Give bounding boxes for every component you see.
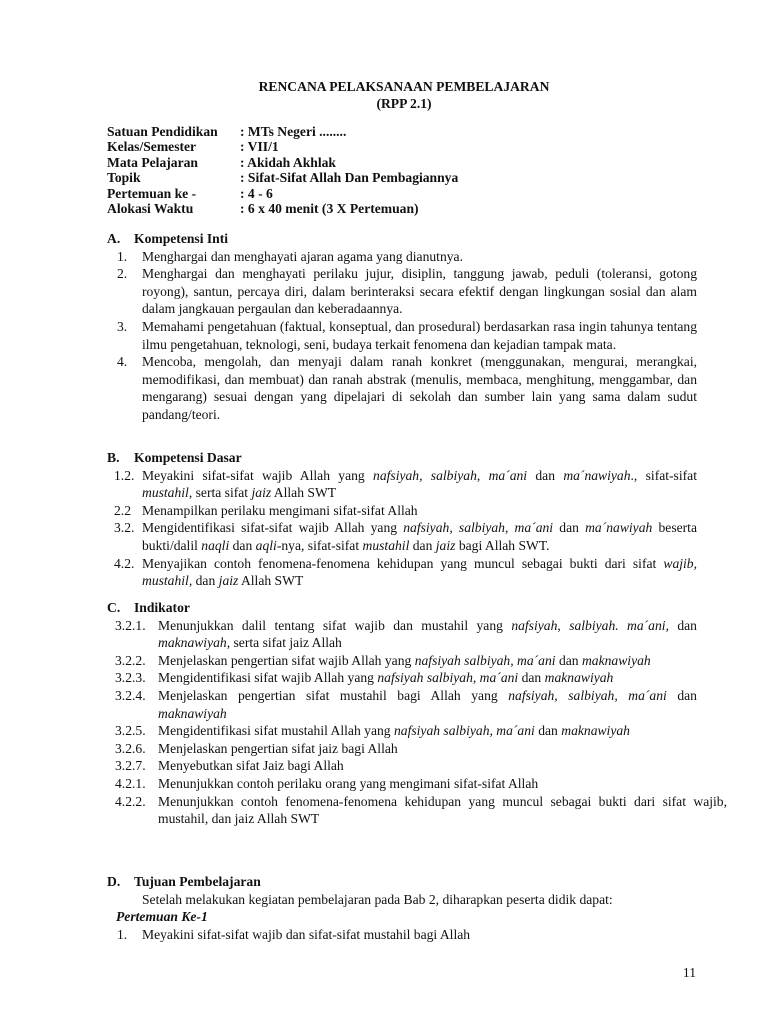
meta-row (107, 201, 458, 216)
item-number: 3.2. (114, 520, 135, 536)
item-text: Meyakini sifat-sifat wajib dan sifat-sifat mustahil bagi Allah (142, 926, 471, 942)
item-number: 3.2.7. (115, 758, 146, 774)
item-number: 4.2.2. (115, 793, 146, 809)
section-heading (107, 230, 697, 248)
list-item (107, 353, 697, 423)
meta-row (107, 170, 458, 185)
item-number: 3. (117, 318, 128, 334)
item-text: Menyajikan contoh fenomena-fenomena kehidupan yang muncul sebagai bukti dari sifat wajib, mustahil, dan jaiz Allah SWT (142, 555, 697, 589)
list-item (107, 740, 697, 758)
list-item (107, 757, 697, 775)
list-item (107, 793, 727, 828)
list-item (107, 926, 697, 944)
item-text: Menampilkan perilaku mengimani sifat-sifat Allah (142, 502, 418, 518)
item-number: 4.2.1. (115, 775, 146, 791)
item-number: 3.2.1. (115, 617, 146, 633)
list-item (107, 467, 697, 502)
item-text: Menjelaskan pengertian sifat mustahil bagi Allah yang nafsiyah, salbiyah, ma´ani dan maknawiyah (158, 687, 697, 721)
section-indikator (107, 599, 727, 828)
item-text: Mengidentifikasi sifat mustahil Allah yang nafsiyah salbiyah, ma´ani dan maknawiyah (158, 723, 630, 739)
meta-value: : 6 x 40 menit (3 X Pertemuan) (240, 200, 419, 216)
section-letter: A. (107, 231, 121, 246)
meta-row (107, 186, 458, 201)
meta-row (107, 124, 458, 139)
meta-label: Mata Pelajaran (107, 154, 198, 170)
meeting-subheading: Pertemuan Ke-1 (116, 909, 208, 925)
section-tujuan-pembelajaran (107, 873, 697, 943)
list-item (107, 687, 697, 722)
item-number: 1. (117, 248, 128, 264)
item-text: Menunjukkan contoh perilaku orang yang mengimani sifat-sifat Allah (158, 775, 539, 791)
item-number: 3.2.2. (115, 652, 146, 668)
list-item (107, 775, 697, 793)
list-item (107, 265, 697, 318)
item-text: Mengidentifikasi sifat-sifat wajib Allah yang nafsiyah, salbiyah, ma´ani dan ma´nawiyah beserta bukti/dalil naqli dan aqli-nya, sifat-sifat mustahil dan jaiz bagi Allah SWT. (142, 520, 697, 553)
item-text: Menghargai dan menghayati perilaku jujur, disiplin, tanggung jawab, peduli (toleransi, gotong royong), santun, percaya diri, dalam berinteraksi secara efektif dengan lingkungan sosial dan alam dalam jangkauan pergaulan dan keberadaannya. (142, 266, 697, 317)
section-intro: Setelah melakukan kegiatan pembelajaran pada Bab 2, diharapkan peserta didik dapat: (142, 891, 613, 907)
identity-block (107, 124, 458, 216)
list-item (107, 669, 697, 687)
list-item (107, 248, 697, 266)
item-text: Meyakini sifat-sifat wajib Allah yang nafsiyah, salbiyah, ma´ani dan ma´nawiyah., sifat-sifat mustahil, serta sifat jaiz Allah SWT (142, 467, 697, 501)
item-number: 3.2.3. (115, 670, 146, 686)
meta-label: Kelas/Semester (107, 139, 197, 155)
item-text: Menunjukkan contoh fenomena-fenomena kehidupan yang muncul sebagai bukti dari sifat wajib, mustahil, dan jaiz Allah SWT (158, 793, 727, 827)
page-number: 11 (682, 965, 696, 980)
meta-row (107, 139, 458, 154)
document-title: RENCANA PELAKSANAAN PEMBELAJARAN (258, 79, 550, 94)
list-item (107, 555, 697, 590)
item-text: Menunjukkan dalil tentang sifat wajib dan mustahil yang nafsiyah, salbiyah. ma´ani, dan maknawiyah, serta sifat jaiz Allah (158, 617, 697, 651)
item-text: Menjelaskan pengertian sifat wajib Allah yang nafsiyah salbiyah, ma´ani dan maknawiyah (158, 652, 651, 668)
item-number: 3.2.5. (115, 723, 146, 739)
section-heading (107, 873, 697, 891)
section-title: Indikator (134, 600, 190, 615)
section-title: Kompetensi Inti (134, 231, 229, 246)
item-text: Menghargai dan menghayati ajaran agama yang dianutnya. (142, 248, 463, 264)
list-item (107, 652, 697, 670)
list-item (107, 722, 697, 740)
section-heading (107, 599, 697, 617)
section-letter: D. (107, 874, 121, 889)
list-item (107, 502, 697, 520)
item-text: Memahami pengetahuan (faktual, konseptual, dan prosedural) berdasarkan rasa ingin tahunya tentang ilmu pengetahuan, teknologi, seni, budaya terkait fenomena dan kejadian tampak mata. (142, 318, 697, 352)
item-number: 4. (117, 354, 128, 370)
document-subtitle: (RPP 2.1) (376, 96, 432, 111)
section-letter: C. (107, 600, 121, 615)
section-kompetensi-inti (107, 230, 697, 424)
meta-value: : MTs Negeri ........ (240, 124, 347, 139)
meta-value: : Akidah Akhlak (240, 154, 336, 170)
meta-value: : 4 - 6 (240, 185, 273, 201)
section-title: Tujuan Pembelajaran (134, 874, 261, 889)
section-kompetensi-dasar (107, 449, 697, 590)
section-title: Kompetensi Dasar (134, 450, 242, 465)
item-text: Menyebutkan sifat Jaiz bagi Allah (158, 758, 344, 774)
item-number: 3.2.6. (115, 740, 146, 756)
meta-label: Topik (107, 170, 141, 186)
meta-value: : VII/1 (240, 139, 279, 155)
item-number: 4.2. (114, 555, 135, 571)
list-item (107, 617, 697, 652)
meta-row (107, 155, 458, 170)
list-item (107, 318, 697, 353)
meta-label: Pertemuan ke - (107, 185, 197, 201)
list-item (107, 519, 697, 554)
item-number: 1.2. (114, 467, 135, 483)
meta-label: Satuan Pendidikan (107, 124, 218, 139)
item-text: Mencoba, mengolah, dan menyaji dalam ranah konkret (menggunakan, mengurai, merangkai, memodifikasi, dan membuat) dan ranah abstrak (menulis, membaca, menghitung, menggambar, dan mengarang) sesuai dengan yang dipelajari di sekolah dan sumber lain yang sama dalam sudut pandang/teori. (142, 354, 697, 422)
item-number: 1. (117, 926, 128, 942)
item-number: 2.2 (114, 502, 131, 518)
item-number: 3.2.4. (115, 687, 146, 703)
item-text: Mengidentifikasi sifat wajib Allah yang nafsiyah salbiyah, ma´ani dan maknawiyah (158, 670, 614, 686)
meta-value: : Sifat-Sifat Allah Dan Pembagiannya (240, 170, 459, 186)
meta-label: Alokasi Waktu (107, 200, 194, 216)
item-text: Menjelaskan pengertian sifat jaiz bagi Allah (158, 740, 398, 756)
section-heading (107, 449, 697, 467)
section-letter: B. (107, 450, 120, 465)
item-number: 2. (117, 266, 128, 282)
